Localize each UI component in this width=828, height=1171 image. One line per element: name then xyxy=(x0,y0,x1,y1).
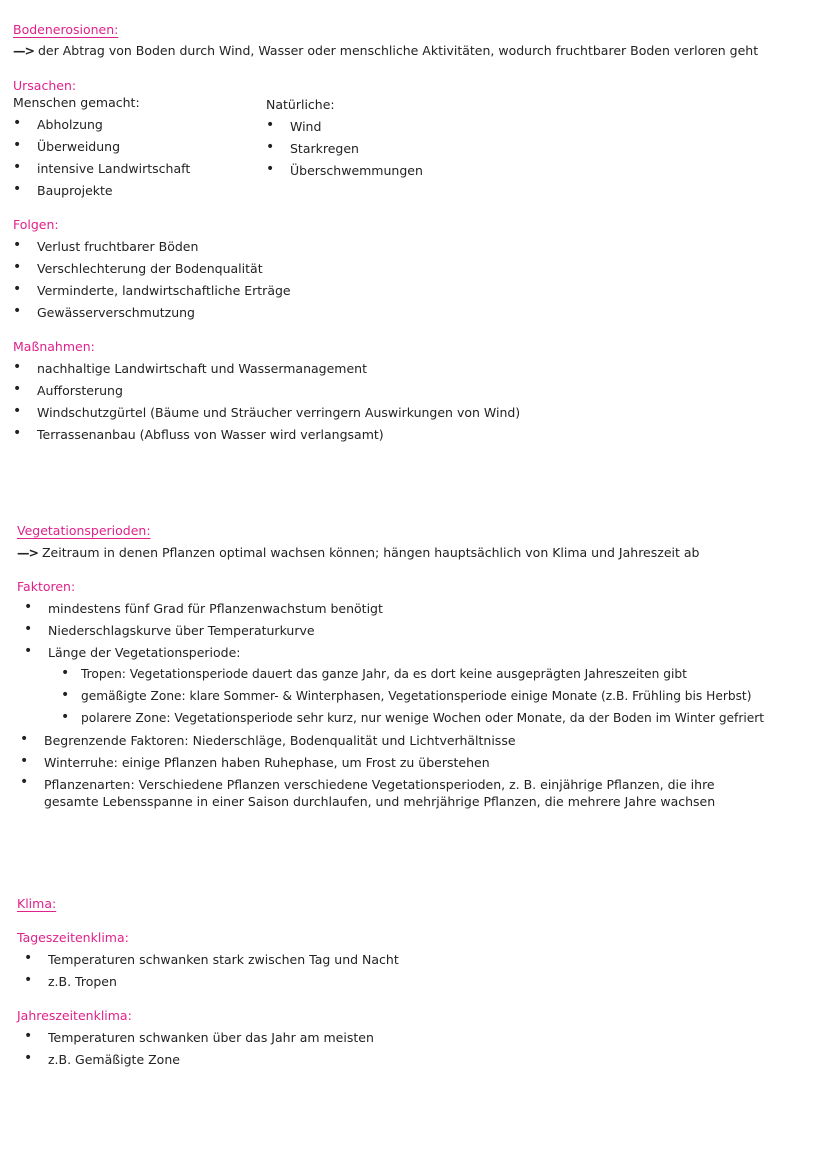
list-item: • Verschlechterung der Bodenqualität xyxy=(37,261,263,276)
list-item: • Aufforsterung xyxy=(37,383,123,398)
list-item: • Länge der Vegetationsperiode: xyxy=(48,645,241,660)
arrow-icon: —> xyxy=(17,545,38,560)
list-item: • Überweidung xyxy=(37,139,120,154)
list-item: • Abholzung xyxy=(37,117,103,132)
list-item: • Verlust fruchtbarer Böden xyxy=(37,239,198,254)
list-item: • Terrassenanbau (Abfluss von Wasser wird verlangsamt) xyxy=(37,427,384,442)
list-item: • mindestens fünf Grad für Pflanzenwachstum benötigt xyxy=(48,601,383,616)
list-item: • intensive Landwirtschaft xyxy=(37,161,190,176)
bodenerosion-definition-line xyxy=(13,43,758,58)
arrow-icon: —> xyxy=(13,43,34,58)
list-item: • Pflanzenarten: Verschiedene Pflanzen verschiedene Vegetationsperioden, z. B. einjährige Pflanzen, die ihre gesamte Lebensspanne in einer Saison durchlaufen, und mehrjährige Pflanzen, die mehrere Jahre wachsen xyxy=(44,776,764,810)
sub-list-item: • gemäßigte Zone: klare Sommer- & Winterphasen, Vegetationsperiode einige Monate (z.B. Frühling bis Herbst) xyxy=(81,689,751,703)
list-item: • Winterruhe: einige Pflanzen haben Ruhephase, um Frost zu überstehen xyxy=(44,755,490,770)
list-item: • Gewässerverschmutzung xyxy=(37,305,195,320)
faktoren-heading: Faktoren: xyxy=(17,579,76,594)
folgen-heading: Folgen: xyxy=(13,217,59,232)
vegetation-title: Vegetationsperioden: xyxy=(17,523,151,538)
list-item: • Niederschlagskurve über Temperaturkurve xyxy=(48,623,315,638)
vegetation-definition: Zeitraum in denen Pflanzen optimal wachsen können; hängen hauptsächlich von Klima und Jahreszeit ab xyxy=(41,545,700,560)
bodenerosion-title: Bodenerosionen: xyxy=(13,22,119,37)
list-item: • Temperaturen schwanken stark zwischen Tag und Nacht xyxy=(48,952,399,967)
massnahmen-heading: Maßnahmen: xyxy=(13,339,95,354)
sub-list-item: • Tropen: Vegetationsperiode dauert das ganze Jahr, da es dort keine ausgeprägten Jahreszeiten gibt xyxy=(81,667,687,681)
bodenerosion-definition: der Abtrag von Boden durch Wind, Wasser oder menschliche Aktivitäten, wodurch fruchtbarer Boden verloren geht xyxy=(37,43,759,58)
tageszeiten-heading: Tageszeitenklima: xyxy=(17,930,129,945)
list-item: • Begrenzende Faktoren: Niederschläge, Bodenqualität und Lichtverhältnisse xyxy=(44,733,516,748)
list-item: • nachhaltige Landwirtschaft und Wassermanagement xyxy=(37,361,367,376)
list-item: • z.B. Tropen xyxy=(48,974,117,989)
jahreszeiten-heading: Jahreszeitenklima: xyxy=(17,1008,132,1023)
sub-list-item: • polarere Zone: Vegetationsperiode sehr kurz, nur wenige Wochen oder Monate, da der Boden im Winter gefriert xyxy=(81,711,764,725)
list-item: • Windschutzgürtel (Bäume und Sträucher verringern Auswirkungen von Wind) xyxy=(37,405,520,420)
list-item: • Verminderte, landwirtschaftliche Erträge xyxy=(37,283,291,298)
list-item: • Bauprojekte xyxy=(37,183,113,198)
list-item: • Starkregen xyxy=(290,141,359,156)
menschen-heading: Menschen gemacht: xyxy=(13,95,140,110)
list-item: • Überschwemmungen xyxy=(290,163,423,178)
ursachen-heading: Ursachen: xyxy=(13,78,77,93)
list-item: • Wind xyxy=(290,119,321,134)
natuerlich-heading: Natürliche: xyxy=(266,97,335,112)
list-item: • z.B. Gemäßigte Zone xyxy=(48,1052,180,1067)
vegetation-definition-line xyxy=(17,545,699,560)
list-item: • Temperaturen schwanken über das Jahr am meisten xyxy=(48,1030,374,1045)
klima-title: Klima: xyxy=(17,896,57,911)
